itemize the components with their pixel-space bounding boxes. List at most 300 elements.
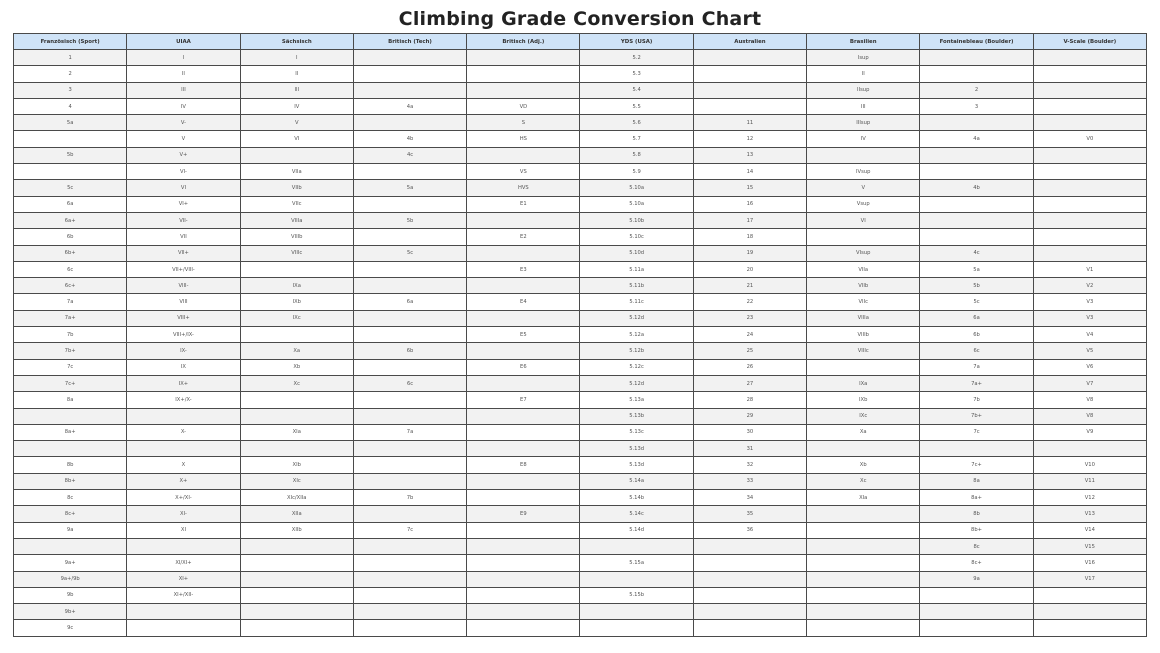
table-cell: 7c [14,359,127,375]
table-cell [353,538,466,554]
table-cell: Xa [240,343,353,359]
table-cell: VII [127,229,240,245]
table-row [14,115,1147,131]
table-cell: 8c+ [14,506,127,522]
table-body [14,50,1147,637]
table-cell: 6a [920,310,1033,326]
table-row [14,147,1147,163]
table-row [14,212,1147,228]
table-cell: 2 [14,66,127,82]
table-cell: XI- [127,506,240,522]
table-cell: 8b+ [920,522,1033,538]
table-cell: IX+/X- [127,392,240,408]
table-cell: 6c [14,261,127,277]
table-cell [807,587,920,603]
column-header: Fontainebleau (Boulder) [920,34,1033,50]
table-cell: VIIb [807,278,920,294]
table-cell [240,441,353,457]
table-row [14,261,1147,277]
table-cell: Xb [240,359,353,375]
table-cell: VS [467,164,580,180]
table-cell [467,587,580,603]
table-cell: 5.11a [580,261,693,277]
table-cell [1033,50,1146,66]
table-cell: 21 [693,278,806,294]
table-cell: 7c [353,522,466,538]
table-cell [1033,115,1146,131]
table-cell: 5.14b [580,490,693,506]
table-cell [467,50,580,66]
table-cell: 7b+ [14,343,127,359]
table-cell: 5.12d [580,310,693,326]
table-cell: IXa [807,375,920,391]
table-cell [240,392,353,408]
table-cell: 12 [693,131,806,147]
table-cell: V- [127,115,240,131]
table-cell: V4 [1033,327,1146,343]
table-cell: 7b [353,490,466,506]
table-row [14,522,1147,538]
table-cell: V5 [1033,343,1146,359]
table-row [14,196,1147,212]
table-cell [1033,180,1146,196]
table-cell: 15 [693,180,806,196]
table-cell: 16 [693,196,806,212]
table-cell: 8c+ [920,555,1033,571]
table-cell: VIIa [807,261,920,277]
table-cell [240,538,353,554]
table-cell: 9a [14,522,127,538]
table-cell: III [807,98,920,114]
table-cell: 25 [693,343,806,359]
table-cell: XI+/XII- [127,587,240,603]
table-cell: 13 [693,147,806,163]
table-cell [14,408,127,424]
table-cell [1033,620,1146,636]
table-cell [693,571,806,587]
table-row [14,441,1147,457]
table-cell: 7a+ [920,375,1033,391]
table-cell [14,131,127,147]
table-cell [467,538,580,554]
table-cell: 20 [693,261,806,277]
table-cell [353,359,466,375]
table-cell: XIc [240,473,353,489]
table-cell [353,229,466,245]
table-cell [353,327,466,343]
table-cell: 1 [14,50,127,66]
table-cell: E8 [467,457,580,473]
column-header: Brasilien [807,34,920,50]
table-cell: 32 [693,457,806,473]
table-cell: 28 [693,392,806,408]
table-cell [1033,245,1146,261]
table-cell [467,343,580,359]
table-cell: IX- [127,343,240,359]
table-cell [807,441,920,457]
table-cell: 5b [353,212,466,228]
table-cell: 36 [693,522,806,538]
table-cell [1033,164,1146,180]
table-cell: 4c [353,147,466,163]
table-row [14,98,1147,114]
table-row [14,359,1147,375]
table-row [14,310,1147,326]
table-cell: XIb [240,457,353,473]
table-cell: 34 [693,490,806,506]
table-cell [353,164,466,180]
table-cell: 5.13a [580,392,693,408]
table-cell [353,261,466,277]
table-cell: 6b+ [14,245,127,261]
table-cell [240,327,353,343]
table-cell: 7b [920,392,1033,408]
table-cell: E5 [467,327,580,343]
table-cell: 5.6 [580,115,693,131]
table-cell: IIIsup [807,115,920,131]
table-cell [580,538,693,554]
table-cell: 23 [693,310,806,326]
table-cell: 7b+ [920,408,1033,424]
table-cell [807,359,920,375]
table-cell: V10 [1033,457,1146,473]
table-cell: 5.3 [580,66,693,82]
table-cell [693,587,806,603]
table-cell: II [240,66,353,82]
table-cell: 5.10a [580,196,693,212]
table-row [14,408,1147,424]
table-cell [920,604,1033,620]
table-cell: 17 [693,212,806,228]
table-row [14,278,1147,294]
table-cell [353,408,466,424]
table-cell: V0 [1033,131,1146,147]
table-cell: 29 [693,408,806,424]
table-cell: IXb [807,392,920,408]
table-cell [353,457,466,473]
table-cell: 5.10c [580,229,693,245]
table-cell [14,538,127,554]
column-header: UIAA [127,34,240,50]
table-cell: 24 [693,327,806,343]
table-cell: 4c [920,245,1033,261]
table-cell [467,604,580,620]
table-cell: 30 [693,424,806,440]
table-cell: 7c [920,424,1033,440]
table-cell [807,604,920,620]
table-cell: 5.5 [580,98,693,114]
table-row [14,66,1147,82]
table-cell: 7a [353,424,466,440]
table-cell: V8 [1033,392,1146,408]
table-cell: 6c [353,375,466,391]
table-cell [467,212,580,228]
table-cell: E2 [467,229,580,245]
table-cell: 18 [693,229,806,245]
table-cell: 27 [693,375,806,391]
table-cell: E1 [467,196,580,212]
table-cell [353,441,466,457]
table-cell: IXa [240,278,353,294]
table-row [14,229,1147,245]
table-cell [353,66,466,82]
table-cell: X [127,457,240,473]
table-cell: V8 [1033,408,1146,424]
table-cell: 9b+ [14,604,127,620]
table-cell: VIII+ [127,310,240,326]
table-cell: 22 [693,294,806,310]
table-cell [467,245,580,261]
table-cell [807,229,920,245]
table-cell: V [127,131,240,147]
table-cell [1033,441,1146,457]
table-cell: VD [467,98,580,114]
table-cell: IV [807,131,920,147]
table-cell: 5.11b [580,278,693,294]
table-cell: 6a [14,196,127,212]
table-row [14,424,1147,440]
table-cell: 6b [920,327,1033,343]
table-cell: 5.7 [580,131,693,147]
table-cell [807,620,920,636]
table-cell: Xc [240,375,353,391]
table-cell: V3 [1033,310,1146,326]
table-cell [353,473,466,489]
table-cell [240,408,353,424]
table-cell: 9b [14,587,127,603]
table-cell: V9 [1033,424,1146,440]
table-cell: 5.4 [580,82,693,98]
table-cell: 5.8 [580,147,693,163]
table-cell: 4a [920,131,1033,147]
table-cell: V+ [127,147,240,163]
table-cell: V15 [1033,538,1146,554]
table-cell: 9c [14,620,127,636]
table-cell: 8a [14,392,127,408]
table-cell: I [240,50,353,66]
table-cell: 5.10d [580,245,693,261]
table-cell: V16 [1033,555,1146,571]
table-cell [920,50,1033,66]
table-cell [353,50,466,66]
table-cell: II [127,66,240,82]
table-cell: 7a+ [14,310,127,326]
table-cell: E9 [467,506,580,522]
table-cell: VII- [127,212,240,228]
table-cell [693,82,806,98]
table-cell [693,555,806,571]
table-cell [467,620,580,636]
table-cell: V [240,115,353,131]
table-cell: XIa [240,424,353,440]
table-cell [693,50,806,66]
table-cell: VIIb [240,180,353,196]
table-row [14,392,1147,408]
table-cell: 31 [693,441,806,457]
table-cell: 14 [693,164,806,180]
table-cell: 5.15a [580,555,693,571]
table-cell [1033,587,1146,603]
table-cell: VIIc [807,294,920,310]
table-cell: X- [127,424,240,440]
table-cell [127,620,240,636]
table-cell: 5b [920,278,1033,294]
table-cell: 7b [14,327,127,343]
table-cell: VIIIb [240,229,353,245]
table-cell: E6 [467,359,580,375]
table-cell [467,66,580,82]
table-cell [693,620,806,636]
table-cell: 5.2 [580,50,693,66]
table-row [14,538,1147,554]
column-header: Australien [693,34,806,50]
table-cell [353,115,466,131]
table-cell: 8c [14,490,127,506]
table-cell: 5.14c [580,506,693,522]
table-cell: VI [127,180,240,196]
table-row [14,490,1147,506]
table-cell [240,555,353,571]
table-cell [467,424,580,440]
table-cell: 5b [14,147,127,163]
table-cell: VIIa [240,164,353,180]
table-row [14,457,1147,473]
table-row [14,473,1147,489]
table-cell: 6a [353,294,466,310]
table-cell: V14 [1033,522,1146,538]
column-header: V-Scale (Boulder) [1033,34,1146,50]
table-cell: 5a [920,261,1033,277]
table-cell [580,604,693,620]
table-cell: IX+ [127,375,240,391]
table-cell [920,66,1033,82]
table-cell: V1 [1033,261,1146,277]
table-cell: III [240,82,353,98]
table-cell [353,604,466,620]
table-row [14,620,1147,636]
table-cell: 5.12b [580,343,693,359]
table-cell: VIII+/IX- [127,327,240,343]
table-row [14,294,1147,310]
table-cell [353,310,466,326]
table-cell [807,506,920,522]
table-cell: V6 [1033,359,1146,375]
table-cell [353,196,466,212]
table-cell [807,571,920,587]
table-cell [920,115,1033,131]
table-cell: HVS [467,180,580,196]
table-cell [14,441,127,457]
table-cell: 5c [920,294,1033,310]
table-cell: Isup [807,50,920,66]
table-cell: VI [807,212,920,228]
table-cell [920,620,1033,636]
table-cell: 33 [693,473,806,489]
table-cell: HS [467,131,580,147]
table-cell: 5a [353,180,466,196]
table-cell: VIIIb [807,327,920,343]
table-cell: S [467,115,580,131]
table-cell: VIIc [240,196,353,212]
table-cell [807,538,920,554]
table-cell: E7 [467,392,580,408]
table-cell [1033,212,1146,228]
table-cell: V2 [1033,278,1146,294]
table-cell [920,212,1033,228]
table-row [14,571,1147,587]
table-cell [920,587,1033,603]
table-cell: 6b [14,229,127,245]
table-cell [467,571,580,587]
table-cell [467,522,580,538]
table-cell [1033,66,1146,82]
table-cell [807,555,920,571]
table-row [14,555,1147,571]
table-cell [1033,147,1146,163]
table-cell: 4a [353,98,466,114]
column-header: YDS (USA) [580,34,693,50]
table-cell [920,147,1033,163]
table-row [14,327,1147,343]
table-cell [127,538,240,554]
table-cell: 5.12d [580,375,693,391]
table-cell: VIsup [807,245,920,261]
table-cell: 8b [14,457,127,473]
table-cell [580,571,693,587]
table-cell [920,164,1033,180]
table-cell: 5.14d [580,522,693,538]
table-cell [693,98,806,114]
table-cell [807,147,920,163]
table-cell: 4b [920,180,1033,196]
table-cell [920,196,1033,212]
table-cell: 5.10a [580,180,693,196]
table-cell [1033,196,1146,212]
table-cell [467,555,580,571]
table-cell: IXc [807,408,920,424]
table-cell: 5c [353,245,466,261]
table-cell: VIIIc [807,343,920,359]
table-cell: IXb [240,294,353,310]
table-cell [353,506,466,522]
chart-title: Climbing Grade Conversion Chart [398,8,762,30]
column-header: Britisch (Adj.) [467,34,580,50]
table-cell: VIII- [127,278,240,294]
table-cell [1033,604,1146,620]
table-cell: 7c+ [920,457,1033,473]
table-cell: 7a [14,294,127,310]
table-cell [353,587,466,603]
table-cell [467,375,580,391]
table-cell: V [807,180,920,196]
table-cell: 5.9 [580,164,693,180]
table-cell: 5.11c [580,294,693,310]
table-cell: II [807,66,920,82]
table-cell: 5.13d [580,441,693,457]
table-cell [127,441,240,457]
table-cell: 6a+ [14,212,127,228]
column-header: Sächsisch [240,34,353,50]
table-cell [467,310,580,326]
table-cell [467,490,580,506]
table-cell: Xb [807,457,920,473]
table-cell [1033,98,1146,114]
table-cell [693,604,806,620]
table-cell: 8b+ [14,473,127,489]
table-cell [693,66,806,82]
table-cell [920,229,1033,245]
table-cell: XI+ [127,571,240,587]
